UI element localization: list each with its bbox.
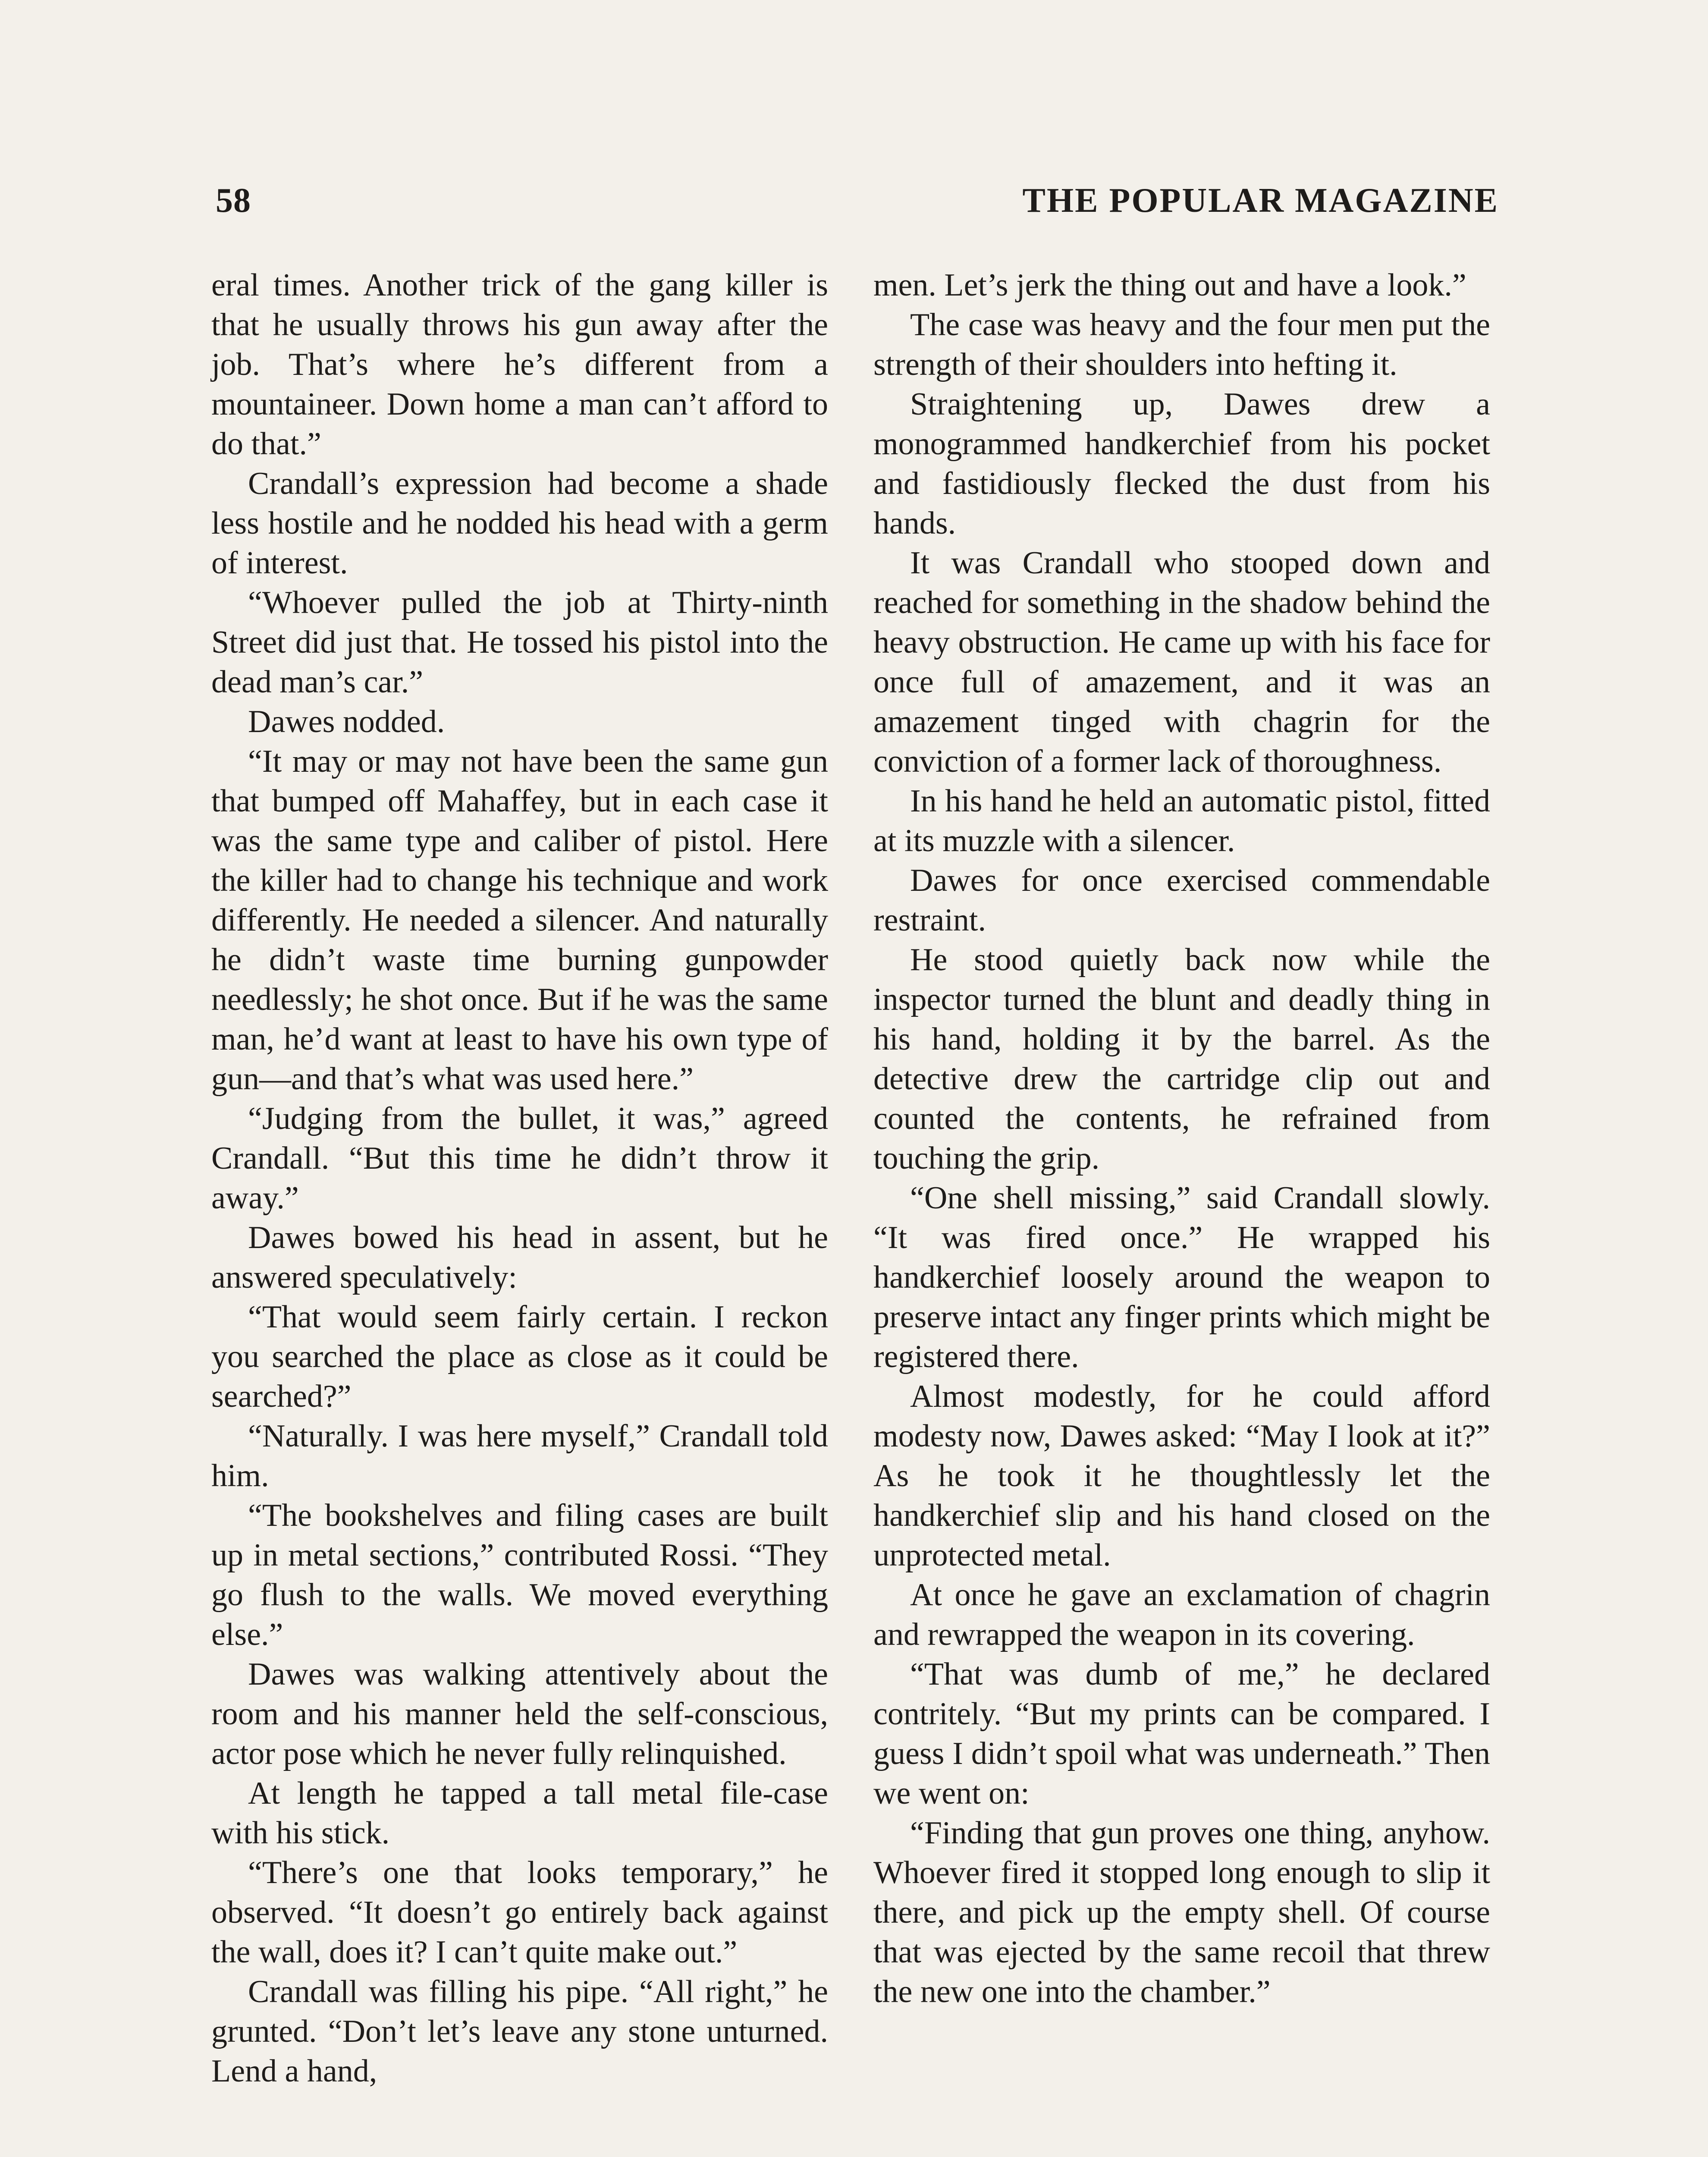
paragraph: The case was heavy and the four men put the strength of their shoulders into hefting it.	[873, 307, 1490, 382]
page-number: 58	[216, 182, 251, 220]
paragraph: Straightening up, Dawes drew a monogrammed handkerchief from his pocket and fastidiously flecked the dust from his hands.	[873, 387, 1490, 541]
paragraph: “It may or may not have been the same gun that bumped off Mahaffey, but in each case it was the same type and caliber of pistol. Here the killer had to change his technique and work differently. He needed a silencer. And naturally he didn’t waste time burning gunpowder needlessly; he shot once. But if he was the same man, he’d want at least to have his own type of gun—and that’s what was used here.”	[211, 744, 828, 1097]
paragraph: “That would seem fairly certain. I reckon you searched the place as close as it could be searched?”	[211, 1299, 828, 1414]
paragraph: Almost modestly, for he could afford modesty now, Dawes asked: “May I look at it?” As he took it he thoughtlessly let the handkerchief slip and his hand closed on the unprotected metal.	[873, 1379, 1490, 1573]
paragraph: “Naturally. I was here myself,” Crandall told him.	[211, 1418, 828, 1494]
paragraph: Dawes bowed his head in assent, but he answered speculatively:	[211, 1220, 828, 1295]
paragraph: Crandall’s expression had become a shade less hostile and he nodded his head with a germ of interest.	[211, 466, 828, 581]
paragraph: “There’s one that looks temporary,” he observed. “It doesn’t go entirely back against the wall, does it? I can’t quite make out.”	[211, 1855, 828, 1970]
paragraph: Dawes for once exercised commendable restraint.	[873, 863, 1490, 938]
right-column	[873, 265, 1490, 2012]
paragraph: men. Let’s jerk the thing out and have a look.”	[873, 267, 1466, 303]
paragraph: “Whoever pulled the job at Thirty-ninth Street did just that. He tossed his pistol into the dead man’s car.”	[211, 585, 828, 700]
left-column	[211, 265, 828, 2091]
paragraph: “Finding that gun proves one thing, anyhow. Whoever fired it stopped long enough to slip it there, and pick up the empty shell. Of course that was ejected by the same recoil that threw the new one into the chamber.”	[873, 1815, 1490, 2009]
paragraph: Dawes nodded.	[248, 704, 445, 739]
paragraph: At length he tapped a tall metal file-case with his stick.	[211, 1776, 828, 1851]
paragraph: “The bookshelves and filing cases are built up in metal sections,” contributed Rossi. “They go flush to the walls. We moved everything else.”	[211, 1498, 828, 1652]
page-header	[216, 181, 1499, 233]
paragraph: “One shell missing,” said Crandall slowly. “It was fired once.” He wrapped his handkerchief loosely around the weapon to preserve intact any finger prints which might be registered there.	[873, 1180, 1490, 1374]
paragraph: He stood quietly back now while the inspector turned the blunt and deadly thing in his hand, holding it by the barrel. As the detective drew the cartridge clip out and counted the contents, he refrained from touching the grip.	[873, 942, 1490, 1176]
paragraph: At once he gave an exclamation of chagrin and rewrapped the weapon in its covering.	[873, 1577, 1490, 1652]
paragraph: “That was dumb of me,” he declared contritely. “But my prints can be compared. I guess I didn’t spoil what was underneath.” Then we went on:	[873, 1657, 1490, 1811]
paragraph: It was Crandall who stooped down and reached for something in the shadow behind the heavy obstruction. He came up with his face for once full of amazement, and it was an amazement tinged with chagrin for the conviction of a former lack of thoroughness.	[873, 545, 1490, 779]
paragraph: In his hand he held an automatic pistol, fitted at its muzzle with a silencer.	[873, 783, 1490, 858]
paragraph: Crandall was filling his pipe. “All right,” he grunted. “Don’t let’s leave any stone unturned. Lend a hand,	[211, 1974, 828, 2089]
paragraph: “Judging from the bullet, it was,” agreed Crandall. “But this time he didn’t throw it away.”	[211, 1101, 828, 1216]
paragraph: eral times. Another trick of the gang killer is that he usually throws his gun away after the job. That’s where he’s different from a mountaineer. Down home a man can’t afford to do that.”	[211, 267, 828, 462]
paragraph: Dawes was walking attentively about the room and his manner held the self-conscious, actor pose which he never fully relinquished.	[211, 1657, 828, 1771]
running-head: THE POPULAR MAGAZINE	[1022, 182, 1499, 220]
